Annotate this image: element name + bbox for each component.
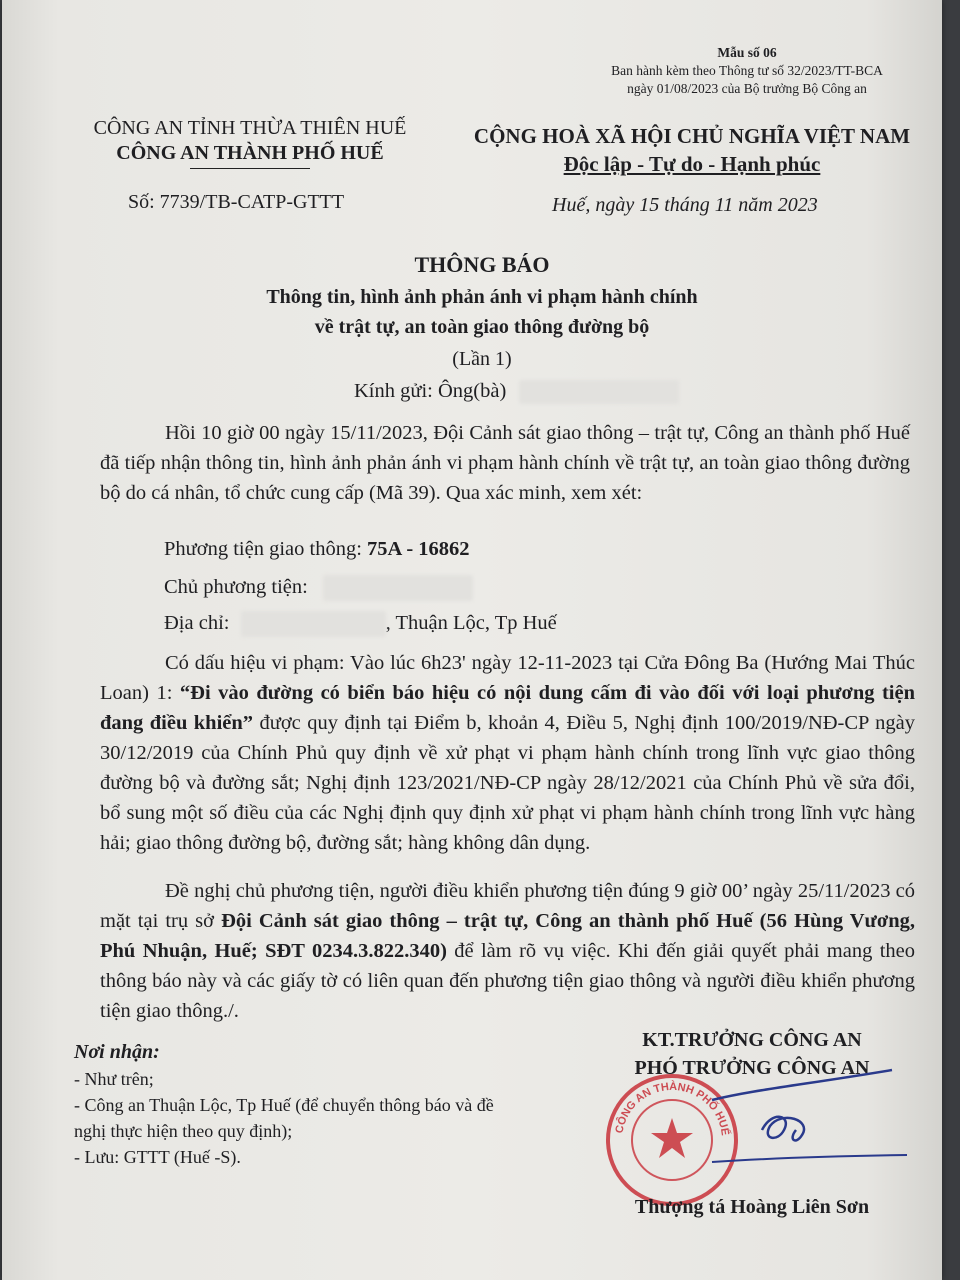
- redacted-address: [241, 611, 386, 637]
- doc-number: Số: 7739/TB-CATP-GTTT: [128, 191, 345, 213]
- signer-title-line2: PHÓ TRƯỞNG CÔNG AN: [634, 1057, 870, 1079]
- violation-offense: “Đi vào đường có biển báo hiệu có nội dung cấm đi vào đối với loại phương tiện đang điều khiển”: [100, 682, 915, 734]
- document-page: [2, 0, 942, 1280]
- address-visible: , Thuận Lộc, Tp Huế: [385, 612, 557, 634]
- redacted-recipient-name: [519, 380, 679, 404]
- recipient-line: [354, 376, 679, 406]
- signer-title-line1: KT.TRƯỞNG CÔNG AN: [642, 1029, 862, 1051]
- request-paragraph: [100, 876, 915, 1026]
- form-legal-basis: Ban hành kèm theo Thông tư số 32/2023/TT-BCA: [611, 63, 883, 78]
- signer-name: Thượng tá Hoàng Liên Sơn: [634, 1196, 870, 1218]
- distribution-list: [74, 1038, 529, 1170]
- title-round: (Lần 1): [452, 348, 512, 370]
- owner-line: [164, 572, 473, 602]
- form-legal-date: ngày 01/08/2023 của Bộ trưởng Bộ Công an: [627, 81, 867, 96]
- request-suffix: để làm rõ vụ việc. Khi đến giải quyết phải mang theo thông báo này và các giấy tờ có liên quan đến phương tiện giao thông và người điều khiển phương tiện giao thông./.: [100, 940, 915, 1022]
- owner-label: Chủ phương tiện:: [164, 576, 308, 598]
- intro-paragraph: Hồi 10 giờ 00 ngày 15/11/2023, Đội Cảnh sát giao thông – trật tự, Công an thành phố Huế đã tiếp nhận thông tin, hình ảnh phản ánh vi phạm hành chính về trật tự, an toàn giao thông đường bộ do cá nhân, tổ chức cung cấp (Mã 39). Qua xác minh, xem xét:: [100, 422, 910, 504]
- agency-name: CÔNG AN THÀNH PHỐ HUẾ: [116, 142, 384, 164]
- request-location: Đội Cảnh sát giao thông – trật tự, Công an thành phố Huế (56 Hùng Vương, Phú Nhuận, Huế; SĐT 0234.3.822.340): [100, 910, 915, 962]
- distribution-item: - Công an Thuận Lộc, Tp Huế (để chuyển thông báo và đề nghị thực hiện theo quy định);: [74, 1095, 494, 1141]
- title-sub-line1: Thông tin, hình ảnh phản ánh vi phạm hành chính: [266, 286, 698, 308]
- agency-header: [50, 116, 450, 169]
- seal-star-icon: [651, 1118, 693, 1158]
- agency-parent: CÔNG AN TỈNH THỪA THIÊN HUẾ: [93, 117, 407, 139]
- title-main: THÔNG BÁO: [414, 252, 550, 277]
- place-date: Huế, ngày 15 tháng 11 năm 2023: [552, 194, 818, 216]
- form-code: Mẫu số 06: [717, 45, 777, 60]
- request-prefix: Đề nghị chủ phương tiện, người điều khiển phương tiện đúng 9 giờ 00’ ngày 25/11/2023 có mặt tại trụ sở: [100, 880, 915, 932]
- title-block: [72, 248, 892, 376]
- vehicle-label: Phương tiện giao thông:: [164, 538, 368, 560]
- recipient-label: Kính gửi: Ông(bà): [354, 380, 507, 402]
- vehicle-plate: 75A - 16862: [367, 538, 470, 560]
- vehicle-line: [164, 534, 470, 564]
- form-code-block: [587, 44, 907, 98]
- nation-header: [457, 122, 927, 178]
- nation-title: CỘNG HOÀ XÃ HỘI CHỦ NGHĨA VIỆT NAM: [473, 124, 911, 148]
- agency-underline: [190, 168, 310, 169]
- violation-prefix: Có dấu hiệu vi phạm: Vào lúc 6h23' ngày 12-11-2023 tại Cửa Đông Ba (Hướng Mai Thúc Loan) 1:: [100, 652, 915, 704]
- distribution-item: - Như trên;: [74, 1069, 154, 1089]
- nation-motto: Độc lập - Tự do - Hạnh phúc: [563, 152, 821, 176]
- violation-legal-basis: được quy định tại Điểm b, khoản 4, Điều 5, Nghị định 100/2019/NĐ-CP ngày 30/12/2019 của Chính Phủ quy định về xử phạt vi phạm hành chính trong lĩnh vực giao thông đường bộ và đường sắt; Nghị định 123/2021/NĐ-CP ngày 28/12/2021 của Chính Phủ về sửa đổi, bổ sung một số điều của các Nghị định quy định xử phạt vi phạm hành chính trong lĩnh vực hàng hải; giao thông đường bộ, đường sắt; hàng không dân dụng.: [100, 712, 915, 854]
- seal-text: CÔNG AN THÀNH PHỐ HUẾ: [613, 1080, 731, 1137]
- title-sub-line2: về trật tự, an toàn giao thông đường bộ: [314, 316, 650, 338]
- redacted-owner-name: [323, 575, 473, 601]
- address-label: Địa chỉ:: [164, 612, 230, 634]
- address-line: [164, 608, 557, 638]
- distribution-item: - Lưu: GTTT (Huế -S).: [74, 1147, 241, 1167]
- violation-paragraph: [100, 648, 915, 858]
- handwritten-signature: [692, 1060, 912, 1180]
- distribution-heading: Nơi nhận:: [74, 1041, 160, 1063]
